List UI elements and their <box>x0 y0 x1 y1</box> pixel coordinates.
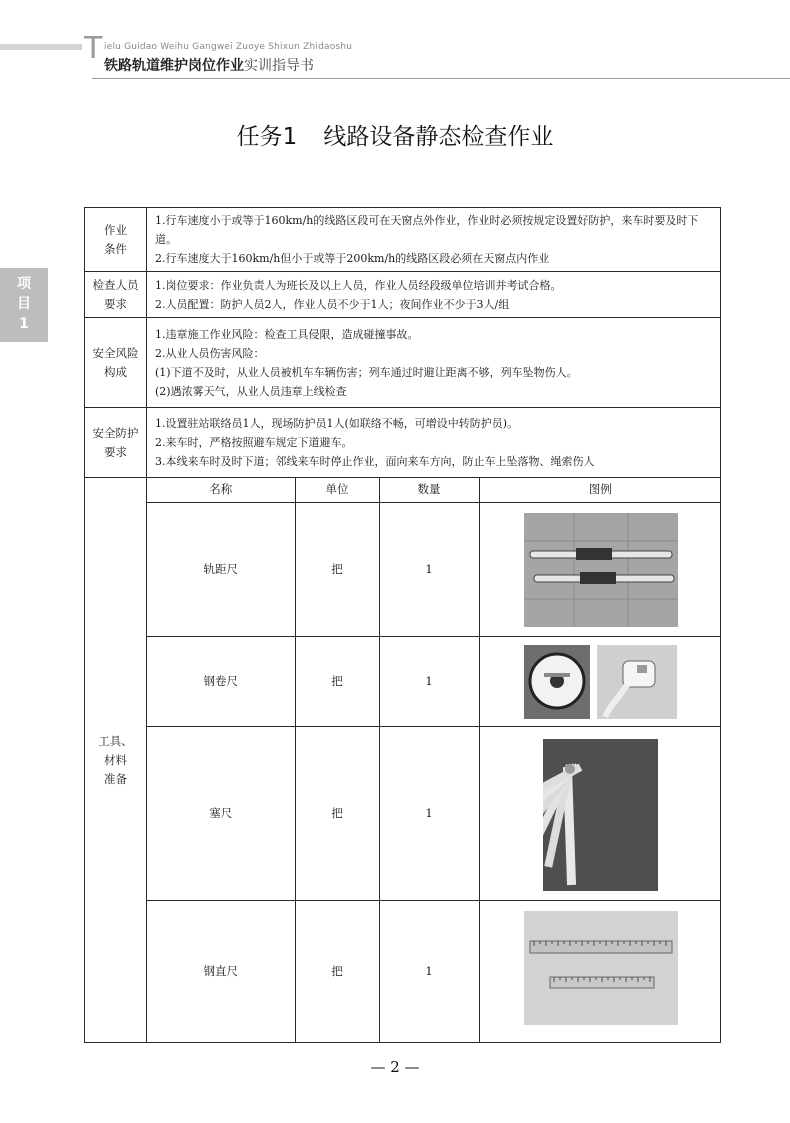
tool-qty: 1 <box>379 636 479 726</box>
header-book-title <box>104 55 314 75</box>
header-decor-bar <box>0 44 82 50</box>
feeler-gauge-photo <box>543 739 658 891</box>
row-safety-protection <box>85 408 721 478</box>
header-qty: 数量 <box>379 478 479 502</box>
header-book-subtitle: 实训指导书 <box>244 58 314 74</box>
text-line: 1.违章施工作业风险：检查工具侵限，造成碰撞事故。 <box>155 327 419 341</box>
tool-unit: 把 <box>295 726 379 900</box>
label-line: 工具、 <box>98 733 133 748</box>
task-number: 任务1 <box>236 124 298 150</box>
content-work-conditions <box>147 208 721 272</box>
text-line: 1.岗位要求：作业负责人为班长及以上人员，作业人员经段级单位培训并考试合格。 <box>155 278 562 292</box>
tool-name: 钢直尺 <box>147 900 295 1042</box>
label-line: 安全风险 <box>92 345 139 360</box>
tool-row-steel-rule <box>147 900 721 1042</box>
tool-unit: 把 <box>295 502 379 636</box>
task-info-table <box>84 207 721 1043</box>
header-unit: 单位 <box>295 478 379 502</box>
page-number: — 2 — <box>370 1058 420 1076</box>
header-name: 名称 <box>147 478 295 502</box>
label-safety-risks <box>85 318 147 408</box>
tool-image-cell <box>479 502 721 636</box>
row-safety-risks <box>85 318 721 408</box>
side-tab-char-3: 1 <box>19 316 29 332</box>
text-line: 1.设置驻站联络员1人，现场防护员1人(如联络不畅，可增设中转防护员)。 <box>155 417 519 430</box>
header-pinyin: ielu Guidao Weihu Gangwei Zuoye Shixun Zhidaoshu <box>104 42 353 52</box>
tool-qty: 1 <box>379 900 479 1042</box>
label-line: 检查人员 <box>92 277 139 292</box>
label-inspectors <box>85 272 147 318</box>
running-header <box>0 0 790 90</box>
content-safety-protection <box>147 408 721 478</box>
header-book-title-main: 铁路轨道维护岗位作业 <box>104 58 244 74</box>
page-title <box>0 118 790 151</box>
text-line: 2.行车速度大于160km/h但小于或等于200km/h的线路区段必须在天窗点内作业 <box>155 252 550 265</box>
row-tools <box>85 478 721 1043</box>
label-line: 准备 <box>104 771 127 786</box>
label-line: 条件 <box>104 241 127 256</box>
tool-image-cell <box>479 636 721 726</box>
steel-tape-photo <box>524 645 590 719</box>
label-line: 材料 <box>104 752 127 767</box>
header-image: 图例 <box>479 478 721 502</box>
steel-rule-photo <box>524 911 678 1025</box>
content-inspectors <box>147 272 721 318</box>
label-line: 构成 <box>104 364 127 379</box>
side-tab-char-2: 目 <box>17 296 31 312</box>
pocket-tape-photo <box>597 645 677 719</box>
tool-unit: 把 <box>295 900 379 1042</box>
row-inspectors <box>85 272 721 318</box>
text-line: 1.行车速度小于或等于160km/h的线路区段可在天窗点外作业，作业时必须按规定设置好防护，来车时要及时下道。 <box>155 214 699 246</box>
tool-image-cell <box>479 726 721 900</box>
tools-header-row <box>147 478 721 502</box>
tools-table <box>147 478 721 1042</box>
label-tools <box>85 478 147 1043</box>
label-safety-protection <box>85 408 147 478</box>
text-line: (1)下道不及时，从业人员被机车车辆伤害；列车通过时避让距离不够，列车坠物伤人。 <box>155 365 578 379</box>
tool-row-steel-tape <box>147 636 721 726</box>
tool-unit: 把 <box>295 636 379 726</box>
task-name: 线路设备静态检查作业 <box>323 124 554 150</box>
label-line: 安全防护 <box>92 425 139 440</box>
content-safety-risks <box>147 318 721 408</box>
label-work-conditions <box>85 208 147 272</box>
tool-name: 轨距尺 <box>147 502 295 636</box>
text-line: (2)遇浓雾天气，从业人员违章上线检查 <box>155 384 347 398</box>
label-line: 作业 <box>104 222 127 237</box>
tool-qty: 1 <box>379 726 479 900</box>
header-initial-letter: T <box>84 31 103 66</box>
track-gauge-photo <box>524 513 678 627</box>
tools-subtable-cell <box>147 478 721 1043</box>
label-line: 要求 <box>104 444 127 459</box>
side-tab-char-1: 项 <box>17 276 31 292</box>
tool-row-feeler-gauge <box>147 726 721 900</box>
text-line: 3.本线来车时及时下道；邻线来车时停止作业，面向来车方向，防止车上坠落物、绳索伤人 <box>155 455 595 468</box>
label-line: 要求 <box>104 296 127 311</box>
tool-qty: 1 <box>379 502 479 636</box>
chapter-side-tab <box>0 268 48 342</box>
tool-name: 钢卷尺 <box>147 636 295 726</box>
tool-image-cell <box>479 900 721 1042</box>
tool-name: 塞尺 <box>147 726 295 900</box>
text-line: 2.从业人员伤害风险： <box>155 346 265 360</box>
header-rule <box>92 78 790 79</box>
row-work-conditions <box>85 208 721 272</box>
text-line: 2.来车时，严格按照避车规定下道避车。 <box>155 436 353 449</box>
text-line: 2.人员配置：防护人员2人，作业人员不少于1人；夜间作业不少于3人/组 <box>155 297 510 311</box>
tool-row-track-gauge <box>147 502 721 636</box>
